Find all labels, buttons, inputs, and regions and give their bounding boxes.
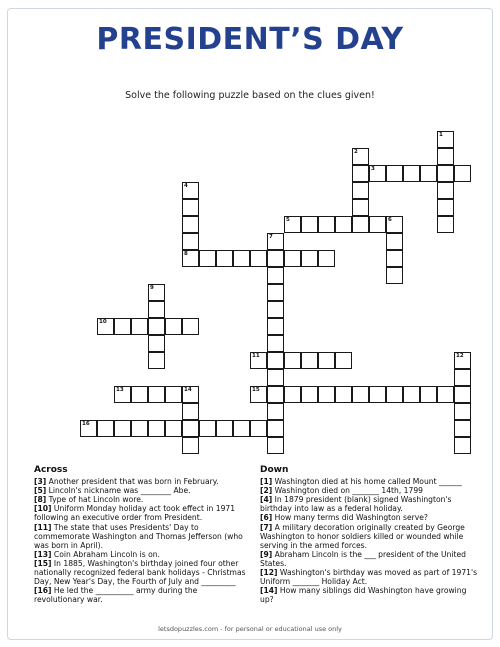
crossword-cell[interactable]	[267, 250, 284, 267]
down-clue	[260, 477, 482, 486]
crossword-cell[interactable]	[437, 165, 454, 182]
clue-number: 14	[184, 387, 192, 393]
clue-text: A military decoration originally created by George Washington to honor soldiers killed or wounded while serving in the armed forces.	[260, 522, 465, 550]
crossword-cell[interactable]	[250, 250, 267, 267]
clue-text: How many terms did Washington serve?	[272, 513, 428, 523]
crossword-cell[interactable]	[131, 420, 148, 437]
crossword-cell[interactable]	[216, 250, 233, 267]
clue-text: Abraham Lincoln is the ___ president of the United States.	[260, 549, 466, 568]
crossword-cell[interactable]	[267, 437, 284, 454]
clue-label: [11]	[34, 522, 52, 532]
clue-number: 6	[388, 217, 392, 223]
clue-number: 12	[456, 353, 464, 359]
footer-credit: letsdopuzzles.com - for personal or educational use only	[158, 625, 342, 633]
crossword-cell[interactable]	[233, 250, 250, 267]
crossword-cell[interactable]	[182, 437, 199, 454]
clue-label: [5]	[34, 486, 47, 496]
crossword-cell[interactable]	[182, 233, 199, 250]
crossword-cell[interactable]	[182, 403, 199, 420]
crossword-cell[interactable]	[420, 165, 437, 182]
clue-number: 10	[99, 319, 107, 325]
crossword-cell[interactable]	[267, 284, 284, 301]
clue-label: [12]	[260, 568, 278, 578]
crossword-cell[interactable]	[199, 420, 216, 437]
crossword-cell[interactable]	[250, 420, 267, 437]
crossword-cell[interactable]	[369, 216, 386, 233]
clue-text: Another president that was born in February.	[46, 477, 219, 487]
clue-label: [15]	[34, 558, 52, 568]
crossword-cell[interactable]	[165, 318, 182, 335]
clue-label: [13]	[34, 549, 52, 559]
crossword-cell[interactable]	[437, 386, 454, 403]
crossword-cell[interactable]	[301, 250, 318, 267]
crossword-cell[interactable]	[301, 352, 318, 369]
crossword-cell[interactable]	[267, 301, 284, 318]
clue-text: The state that uses Presidents' Day to commemorate Washington and Thomas Jefferson (who was born in April).	[34, 522, 243, 550]
down-heading: Down	[260, 465, 289, 475]
across-clue	[34, 523, 249, 550]
crossword-cell[interactable]	[352, 199, 369, 216]
down-clue	[260, 513, 482, 522]
crossword-cell[interactable]	[335, 386, 352, 403]
clue-label: [1]	[260, 477, 273, 487]
across-clue	[34, 477, 249, 486]
crossword-cell[interactable]	[369, 386, 386, 403]
crossword-cell[interactable]	[318, 386, 335, 403]
down-clue	[260, 586, 482, 604]
clue-number: 16	[82, 421, 90, 427]
crossword-cell[interactable]	[437, 182, 454, 199]
clue-label: [2]	[260, 486, 273, 496]
crossword-cell[interactable]	[301, 386, 318, 403]
crossword-cell[interactable]	[267, 335, 284, 352]
crossword-cell[interactable]	[352, 216, 369, 233]
crossword-cell[interactable]	[318, 250, 335, 267]
crossword-cell[interactable]	[437, 216, 454, 233]
crossword-cell[interactable]	[454, 165, 471, 182]
crossword-cell[interactable]	[267, 267, 284, 284]
crossword-cell[interactable]	[148, 318, 165, 335]
clue-number: 13	[116, 387, 124, 393]
crossword-cell[interactable]	[148, 301, 165, 318]
crossword-cell[interactable]	[386, 233, 403, 250]
clue-text: Washington's birthday was moved as part of 1971's Uniform _______ Holiday Act.	[260, 568, 478, 587]
clue-label: [8]	[34, 495, 47, 505]
crossword-cell[interactable]	[454, 420, 471, 437]
crossword-cell[interactable]	[284, 352, 301, 369]
crossword-cell[interactable]	[97, 420, 114, 437]
clue-label: [4]	[260, 495, 273, 505]
crossword-cell[interactable]	[216, 420, 233, 437]
crossword-cell[interactable]	[352, 386, 369, 403]
clue-text: Washington died at his home called Mount ______	[272, 477, 462, 487]
clue-label: [9]	[260, 549, 273, 559]
clue-text: Uniform Monday holiday act took effect in 1971 following an executive order from President.	[34, 504, 236, 523]
crossword-cell[interactable]	[148, 386, 165, 403]
crossword-cell[interactable]	[148, 420, 165, 437]
crossword-cell[interactable]	[165, 386, 182, 403]
down-clue	[260, 550, 482, 568]
crossword-cell[interactable]	[182, 199, 199, 216]
crossword-cell[interactable]	[454, 386, 471, 403]
across-clues	[34, 466, 249, 604]
across-clue	[34, 550, 249, 559]
clue-label: [3]	[34, 477, 47, 487]
clue-label: [14]	[260, 586, 278, 596]
crossword-cell[interactable]	[267, 420, 284, 437]
clue-label: [16]	[34, 586, 52, 596]
crossword-cell[interactable]	[437, 199, 454, 216]
crossword-cell[interactable]	[403, 165, 420, 182]
clue-text: How many siblings did Washington have growing up?	[260, 586, 467, 605]
crossword-cell[interactable]	[335, 352, 352, 369]
clue-number: 11	[252, 353, 260, 359]
across-clue	[34, 495, 249, 504]
crossword-cell[interactable]	[165, 420, 182, 437]
crossword-cell[interactable]	[267, 369, 284, 386]
clue-number: 2	[354, 149, 358, 155]
crossword-cell[interactable]	[386, 267, 403, 284]
clue-text: Lincoln's nickname was ________ Abe.	[46, 486, 191, 496]
clue-label: [6]	[260, 513, 273, 523]
crossword-cell[interactable]	[386, 250, 403, 267]
clue-text: In 1879 president (blank) signed Washington's birthday into law as a federal holiday.	[260, 495, 452, 514]
crossword-cell[interactable]	[148, 335, 165, 352]
crossword-cell[interactable]	[233, 420, 250, 437]
crossword-cell[interactable]	[267, 318, 284, 335]
crossword-cell[interactable]	[454, 369, 471, 386]
crossword-cell[interactable]	[352, 182, 369, 199]
crossword-cell[interactable]	[148, 352, 165, 369]
crossword-cell[interactable]	[267, 403, 284, 420]
clue-number: 5	[286, 217, 290, 223]
clue-label: [7]	[260, 522, 273, 532]
crossword-cell[interactable]	[420, 386, 437, 403]
down-clues	[260, 466, 482, 604]
clue-number: 8	[184, 251, 188, 257]
page-subtitle: Solve the following puzzle based on the clues given!	[125, 90, 375, 101]
crossword-cell[interactable]	[403, 386, 420, 403]
crossword-cell[interactable]	[114, 318, 131, 335]
crossword-cell[interactable]	[199, 250, 216, 267]
clue-text: Type of hat Lincoln wore.	[46, 495, 144, 505]
crossword-cell[interactable]	[114, 420, 131, 437]
crossword-cell[interactable]	[318, 352, 335, 369]
across-heading: Across	[34, 465, 68, 475]
crossword-cell[interactable]	[352, 165, 369, 182]
crossword-cell[interactable]	[182, 216, 199, 233]
crossword-cell[interactable]	[182, 420, 199, 437]
crossword-cell[interactable]	[284, 250, 301, 267]
crossword-cell[interactable]	[131, 318, 148, 335]
down-clue	[260, 523, 482, 550]
crossword-cell[interactable]	[454, 437, 471, 454]
crossword-cell[interactable]	[437, 148, 454, 165]
clue-label: [10]	[34, 504, 52, 514]
clue-number: 7	[269, 234, 273, 240]
crossword-cell[interactable]	[386, 386, 403, 403]
crossword-cell[interactable]	[318, 216, 335, 233]
page-title: PRESIDENT’S DAY	[96, 22, 404, 57]
clue-number: 4	[184, 183, 188, 189]
crossword-cell[interactable]	[267, 352, 284, 369]
clue-text: Coin Abraham Lincoln is on.	[51, 549, 160, 559]
crossword-cell[interactable]	[284, 386, 301, 403]
crossword-cell[interactable]	[267, 386, 284, 403]
down-clue	[260, 568, 482, 586]
across-clue	[34, 559, 249, 586]
clue-number: 3	[371, 166, 375, 172]
across-clue	[34, 586, 249, 604]
crossword-cell[interactable]	[131, 386, 148, 403]
crossword-cell[interactable]	[454, 403, 471, 420]
clue-number: 1	[439, 132, 443, 138]
crossword-cell[interactable]	[386, 165, 403, 182]
crossword-cell[interactable]	[182, 318, 199, 335]
down-clue	[260, 486, 482, 495]
clue-text: He led the __________ army during the revolutionary war.	[34, 586, 198, 605]
clue-text: In 1885, Washington's birthday joined four other nationally recognized federal bank holidays - Christmas Day, New Year's Day, the Fourth of July and _________	[34, 558, 246, 587]
clue-text: Washington died on _______ 14th, 1799	[272, 486, 423, 496]
across-clue	[34, 486, 249, 495]
crossword-cell[interactable]	[335, 216, 352, 233]
clue-number: 9	[150, 285, 154, 291]
down-clue	[260, 495, 482, 513]
crossword-cell[interactable]	[301, 216, 318, 233]
clue-number: 15	[252, 387, 260, 393]
across-clue	[34, 504, 249, 522]
